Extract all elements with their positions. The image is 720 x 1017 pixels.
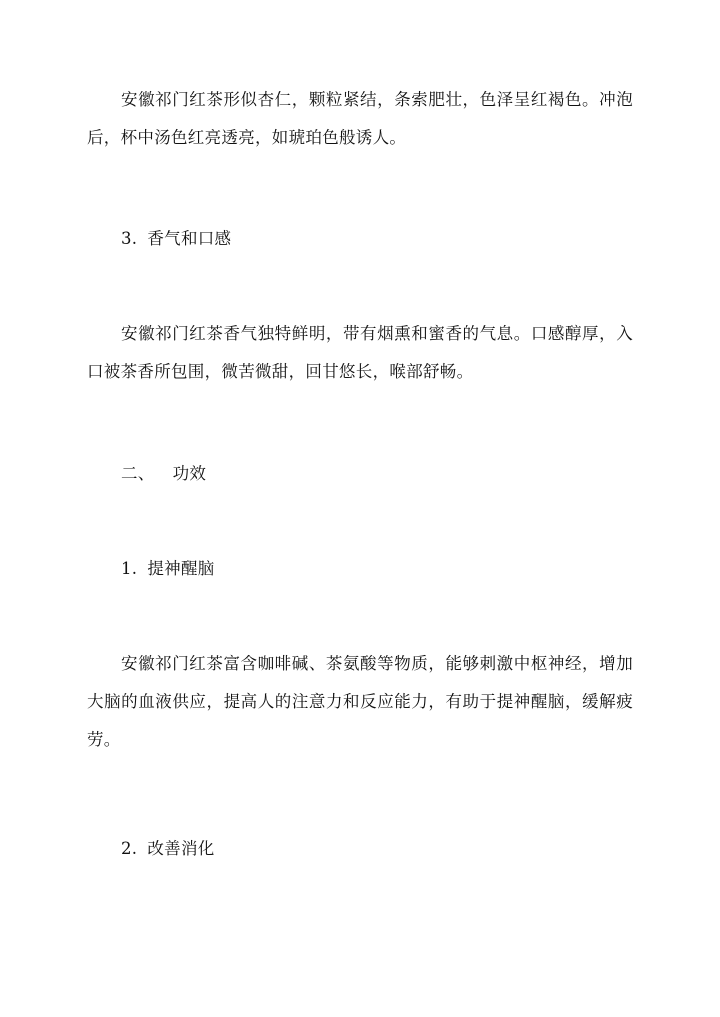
paragraph-appearance: 安徽祁门红茶形似杏仁，颗粒紧结，条索肥壮，色泽呈红褐色。冲泡后，杯中汤色红亮透亮，如琥珀色般诱人。: [87, 90, 633, 147]
heading-number: 2.: [121, 839, 138, 858]
heading-section-efficacy: [121, 455, 621, 493]
paragraph-aroma-taste: 安徽祁门红茶香气独特鲜明，带有烟熏和蜜香的气息。口感醇厚，入口被茶香所包围，微苦微甜，回甘悠长，喉部舒畅。: [87, 324, 633, 381]
heading-title: 提神醒脑: [147, 559, 215, 578]
heading-title: 香气和口感: [147, 229, 232, 248]
section-number: 二、: [121, 464, 155, 483]
paragraph-refresh-mind: 安徽祁门红茶富含咖啡碱、茶氨酸等物质，能够刺激中枢神经，增加大脑的血液供应，提高人的注意力和反应能力，有助于提神醒脑，缓解疲劳。: [87, 654, 633, 749]
heading-improve-digestion: [121, 830, 621, 868]
heading-title: 改善消化: [147, 839, 215, 858]
heading-refresh-mind: [121, 550, 621, 588]
heading-number: 1.: [121, 559, 138, 578]
section-title: 功效: [172, 464, 207, 483]
heading-number: 3.: [121, 229, 138, 248]
heading-aroma-taste: [121, 220, 621, 258]
